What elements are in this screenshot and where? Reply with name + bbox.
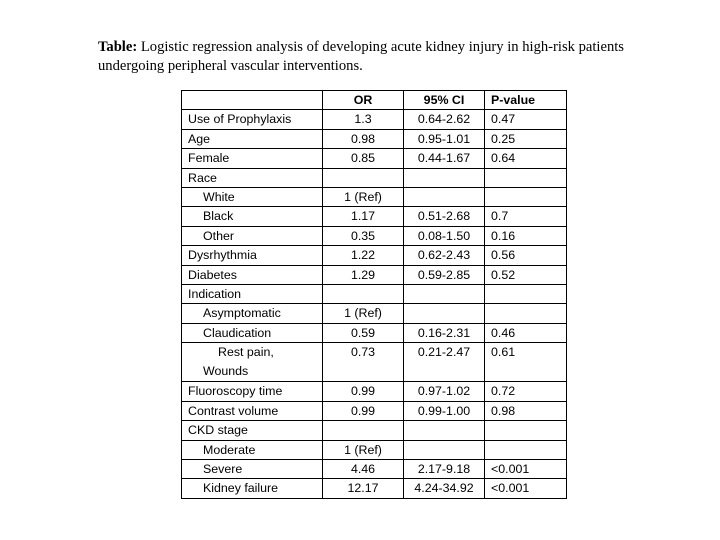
header-variable (182, 91, 323, 110)
table-row (182, 129, 567, 148)
row-label: CKD stage (182, 421, 323, 440)
table-row (182, 440, 567, 459)
row-label: Claudication (182, 323, 323, 342)
cell-ci: 0.59-2.85 (404, 265, 485, 284)
cell-ci: 0.62-2.43 (404, 246, 485, 265)
table-row (182, 110, 567, 129)
cell-pvalue: <0.001 (485, 479, 567, 498)
cell-ci: 0.97-1.02 (404, 382, 485, 401)
cell-ci: 0.08-1.50 (404, 226, 485, 245)
cell-ci: 0.64-2.62 (404, 110, 485, 129)
cell-pvalue: 0.25 (485, 129, 567, 148)
cell-ci: 0.51-2.68 (404, 207, 485, 226)
table-row (182, 343, 567, 382)
cell-pvalue (485, 440, 567, 459)
cell-ci: 2.17-9.18 (404, 459, 485, 478)
cell-or: 1.22 (323, 246, 404, 265)
cell-pvalue: <0.001 (485, 459, 567, 478)
table-row (182, 323, 567, 342)
row-label: Dysrhythmia (182, 246, 323, 265)
cell-ci: 0.99-1.00 (404, 401, 485, 420)
cell-pvalue: 0.61 (485, 343, 567, 382)
row-label: Diabetes (182, 265, 323, 284)
cell-or: 0.35 (323, 226, 404, 245)
row-label: Asymptomatic (182, 304, 323, 323)
cell-pvalue: 0.56 (485, 246, 567, 265)
cell-pvalue (485, 168, 567, 187)
row-label: Age (182, 129, 323, 148)
row-label: Severe (182, 459, 323, 478)
row-label: Indication (182, 285, 323, 304)
cell-pvalue: 0.72 (485, 382, 567, 401)
row-label-line1: Rest pain, (218, 345, 274, 360)
table-row (182, 401, 567, 420)
cell-ci (404, 285, 485, 304)
table-row (182, 382, 567, 401)
header-ci: 95% CI (404, 91, 485, 110)
cell-ci: 0.21-2.47 (404, 343, 485, 382)
table-row (182, 285, 567, 304)
cell-or: 0.59 (323, 323, 404, 342)
cell-or: 0.98 (323, 129, 404, 148)
cell-ci: 0.16-2.31 (404, 323, 485, 342)
row-label: Kidney failure (182, 479, 323, 498)
cell-pvalue: 0.64 (485, 149, 567, 168)
cell-ci (404, 421, 485, 440)
cell-pvalue: 0.52 (485, 265, 567, 284)
cell-pvalue (485, 304, 567, 323)
table-row (182, 246, 567, 265)
cell-or: 1 (Ref) (323, 188, 404, 207)
table-row (182, 207, 567, 226)
cell-or: 0.99 (323, 382, 404, 401)
table-row (182, 459, 567, 478)
cell-ci: 0.44-1.67 (404, 149, 485, 168)
caption-label: Table: (98, 39, 138, 55)
cell-ci (404, 168, 485, 187)
table-row (182, 226, 567, 245)
cell-pvalue: 0.46 (485, 323, 567, 342)
cell-or: 1.17 (323, 207, 404, 226)
cell-or (323, 421, 404, 440)
row-label: Race (182, 168, 323, 187)
header-or: OR (323, 91, 404, 110)
table-body (182, 110, 567, 498)
cell-ci (404, 188, 485, 207)
table-row (182, 149, 567, 168)
row-label: Fluoroscopy time (182, 382, 323, 401)
table-row (182, 265, 567, 284)
row-label: Contrast volume (182, 401, 323, 420)
table-row (182, 168, 567, 187)
cell-pvalue: 0.16 (485, 226, 567, 245)
cell-or (323, 168, 404, 187)
cell-pvalue: 0.7 (485, 207, 567, 226)
cell-ci (404, 440, 485, 459)
row-label: Black (182, 207, 323, 226)
cell-or: 0.73 (323, 343, 404, 382)
table-caption (98, 38, 638, 76)
cell-or: 12.17 (323, 479, 404, 498)
cell-ci: 0.95-1.01 (404, 129, 485, 148)
row-label-line2: Wounds (203, 364, 249, 379)
cell-or: 0.85 (323, 149, 404, 168)
cell-pvalue (485, 188, 567, 207)
cell-pvalue: 0.47 (485, 110, 567, 129)
table-row (182, 479, 567, 498)
cell-or: 4.46 (323, 459, 404, 478)
table-row (182, 188, 567, 207)
cell-or: 0.99 (323, 401, 404, 420)
cell-or (323, 285, 404, 304)
cell-or: 1 (Ref) (323, 440, 404, 459)
regression-table (181, 90, 567, 499)
cell-pvalue (485, 421, 567, 440)
row-label: Other (182, 226, 323, 245)
cell-ci (404, 304, 485, 323)
row-label (182, 343, 323, 382)
table-header-row (182, 91, 567, 110)
table-row (182, 304, 567, 323)
cell-pvalue (485, 285, 567, 304)
cell-or: 1.3 (323, 110, 404, 129)
row-label: Female (182, 149, 323, 168)
caption-text: Logistic regression analysis of developing acute kidney injury in high-risk patients undergoing peripheral vascular interventions. (98, 39, 624, 74)
cell-or: 1.29 (323, 265, 404, 284)
row-label: Use of Prophylaxis (182, 110, 323, 129)
row-label: Moderate (182, 440, 323, 459)
cell-or: 1 (Ref) (323, 304, 404, 323)
cell-ci: 4.24-34.92 (404, 479, 485, 498)
table-row (182, 421, 567, 440)
header-pvalue: P-value (485, 91, 567, 110)
cell-pvalue: 0.98 (485, 401, 567, 420)
row-label: White (182, 188, 323, 207)
